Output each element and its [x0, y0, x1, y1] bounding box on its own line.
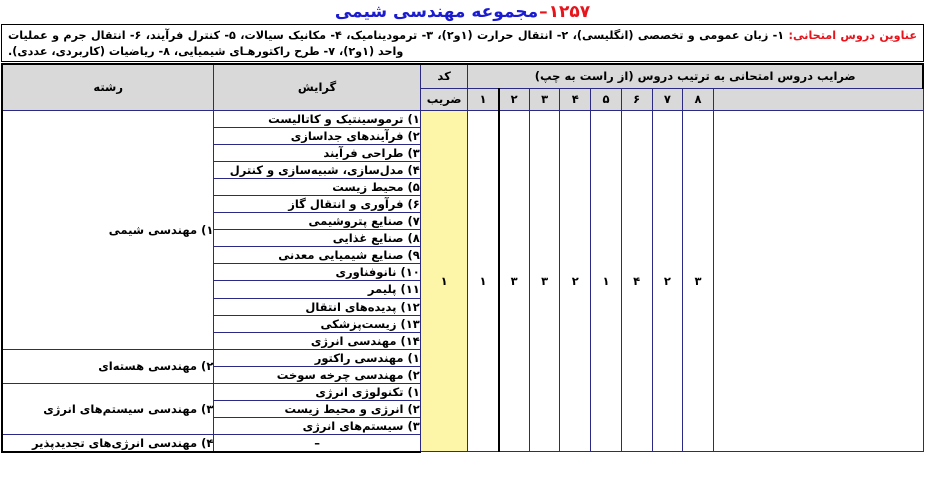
header-course-number-۶: ۶ — [621, 88, 652, 110]
coefficient-cell-3: ۳ — [529, 110, 560, 452]
header-course-number-۳: ۳ — [529, 88, 560, 110]
coefficients-table — [1, 63, 924, 453]
gerayesh-cell: ۲) مهندسی چرخه سوخت — [214, 366, 420, 383]
header-code-line1: کد — [420, 64, 468, 88]
table-header-row-top — [2, 64, 923, 88]
gerayesh-cell: ۱۲) پدیده‌های انتقال — [214, 298, 420, 315]
gerayesh-cell: ۲) انرژی و محیط زیست — [214, 401, 420, 418]
header-course-number-۸: ۸ — [683, 88, 714, 110]
gerayesh-cell: ۶) فرآوری و انتقال گاز — [214, 195, 420, 212]
coefficient-cell-5: ۱ — [591, 110, 622, 452]
coefficient-cell-6: ۴ — [621, 110, 652, 452]
header-course-number-۵: ۵ — [591, 88, 622, 110]
title-code: ۱۲۵۷ — [548, 2, 591, 22]
coefficient-cell-2: ۳ — [499, 110, 530, 452]
title-name: مجموعه مهندسی شیمی — [334, 2, 539, 22]
table-row — [2, 110, 923, 127]
reshte-cell: ۳) مهندسی سیستم‌های انرژی — [2, 384, 214, 435]
header-coefficients-group: ضرایب دروس امتحانی به ترتیب دروس (از راست به چپ) — [468, 64, 923, 88]
gerayesh-cell: ۱) تکنولوژی انرژی — [214, 384, 420, 401]
header-gerayesh: گرایش — [214, 64, 420, 110]
gerayesh-cell: ۱۴) مهندسی انرژی — [214, 332, 420, 349]
gerayesh-cell: ۱۰) نانوفناوری — [214, 264, 420, 281]
header-spacer-left — [713, 88, 923, 110]
coefficient-cell-8: ۳ — [683, 110, 714, 452]
header-course-number-۷: ۷ — [652, 88, 683, 110]
header-course-number-۱: ۱ — [468, 88, 499, 110]
gerayesh-cell: ۷) صنایع پتروشیمی — [214, 213, 420, 230]
gerayesh-cell: ۸) صنایع غذایی — [214, 230, 420, 247]
coefficient-cell-4: ۲ — [560, 110, 591, 452]
gerayesh-cell: ۱) مهندسی راکتور — [214, 349, 420, 366]
page-title — [0, 0, 925, 24]
coefficient-cell-1: ۱ — [468, 110, 499, 452]
header-course-number-۴: ۴ — [560, 88, 591, 110]
title-dash: – — [539, 2, 548, 22]
gerayesh-cell: ۳) سیستم‌های انرژی — [214, 418, 420, 435]
reshte-cell: ۱) مهندسی شیمی — [2, 110, 214, 349]
exam-courses-label: عناوین دروس امتحانی: — [788, 29, 917, 42]
reshte-cell: ۴) مهندسی انرژی‌های تجدیدپذیر — [2, 435, 214, 452]
gerayesh-cell: ۱۱) پلیمر — [214, 281, 420, 298]
header-course-number-۲: ۲ — [499, 88, 530, 110]
coefficient-code-cell: ۱ — [420, 110, 468, 452]
gerayesh-cell: ۱۳) زیست‌پزشکی — [214, 315, 420, 332]
gerayesh-cell: – — [214, 435, 420, 452]
gerayesh-cell: ۳) طراحی فرآیند — [214, 144, 420, 161]
gerayesh-cell: ۹) صنایع شیمیایی معدنی — [214, 247, 420, 264]
reshte-cell: ۲) مهندسی هسته‌ای — [2, 349, 214, 383]
header-code-line2: ضریب — [420, 88, 468, 110]
gerayesh-cell: ۲) فرآیندهای جداسازی — [214, 127, 420, 144]
coefficient-cell-7: ۲ — [652, 110, 683, 452]
gerayesh-cell: ۱) ترموسینتیک و کاتالیست — [214, 110, 420, 127]
empty-left-area — [713, 110, 923, 452]
exam-courses-body: ۱- زبان عمومی و تخصصی (انگلیسی)، ۲- انتقال حرارت (۱و۲)، ۳- ترمودینامیک، ۴- مکانیک سیالات، ۵- کنترل فرآیند، ۶- انتقال جرم و عملیات واحد (۱و۲)، ۷- طرح راکتورهـای شیمیایی، ۸- ریاضیات (کاربردی، عددی). — [8, 29, 785, 58]
header-reshte: رشته — [2, 64, 214, 110]
exam-courses-note — [1, 24, 924, 62]
gerayesh-cell: ۵) محیط زیست — [214, 178, 420, 195]
gerayesh-cell: ۴) مدل‌سازی، شبیه‌سازی و کنترل — [214, 161, 420, 178]
